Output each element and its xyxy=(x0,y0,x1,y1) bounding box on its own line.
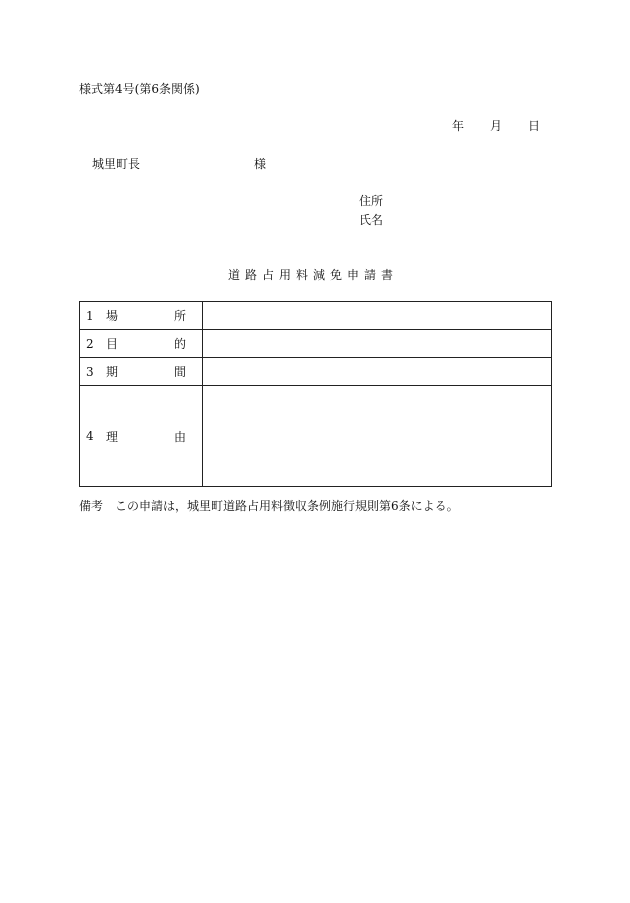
date-day: 日 xyxy=(528,119,541,133)
recipient xyxy=(92,155,267,172)
row-label-first-char: 理 xyxy=(106,429,119,444)
row-number: 4 xyxy=(86,429,94,443)
row-number: 2 xyxy=(86,336,94,351)
row-label-first-char: 期 xyxy=(106,365,119,379)
location-field[interactable] xyxy=(203,302,552,330)
row-number: 3 xyxy=(86,364,94,379)
row-number: 1 xyxy=(86,308,94,323)
remark-text: この申請は，城里町道路占用料徴収条例施行規則第6条による。 xyxy=(115,499,459,513)
address-label: 住所 xyxy=(359,194,384,208)
date-year: 年 xyxy=(452,119,465,133)
row-label-last-char: 的 xyxy=(173,337,186,351)
table-row xyxy=(80,358,552,386)
row-label-first-char: 目 xyxy=(106,337,119,351)
period-field[interactable] xyxy=(203,358,552,386)
recipient-name: 城里町長 xyxy=(92,157,141,171)
name-label: 氏名 xyxy=(359,213,384,227)
reason-field[interactable] xyxy=(203,386,552,487)
row-label-last-char: 所 xyxy=(173,309,186,323)
application-table xyxy=(79,301,552,487)
form-number: 様式第4号(第6条関係) xyxy=(79,82,200,96)
row-label-first-char: 場 xyxy=(106,309,119,323)
purpose-field[interactable] xyxy=(203,330,552,358)
remark xyxy=(79,497,459,514)
row-label-last-char: 間 xyxy=(173,365,186,379)
table-row xyxy=(80,302,552,330)
date-month: 月 xyxy=(490,119,503,133)
row-label-last-char: 由 xyxy=(173,429,186,444)
date-line xyxy=(452,117,540,134)
recipient-honorific: 様 xyxy=(254,157,267,171)
table-row xyxy=(80,386,552,487)
table-row xyxy=(80,330,552,358)
remark-label: 備考 xyxy=(79,499,104,513)
document-title: 道路占用料減免申請書 xyxy=(228,268,399,282)
